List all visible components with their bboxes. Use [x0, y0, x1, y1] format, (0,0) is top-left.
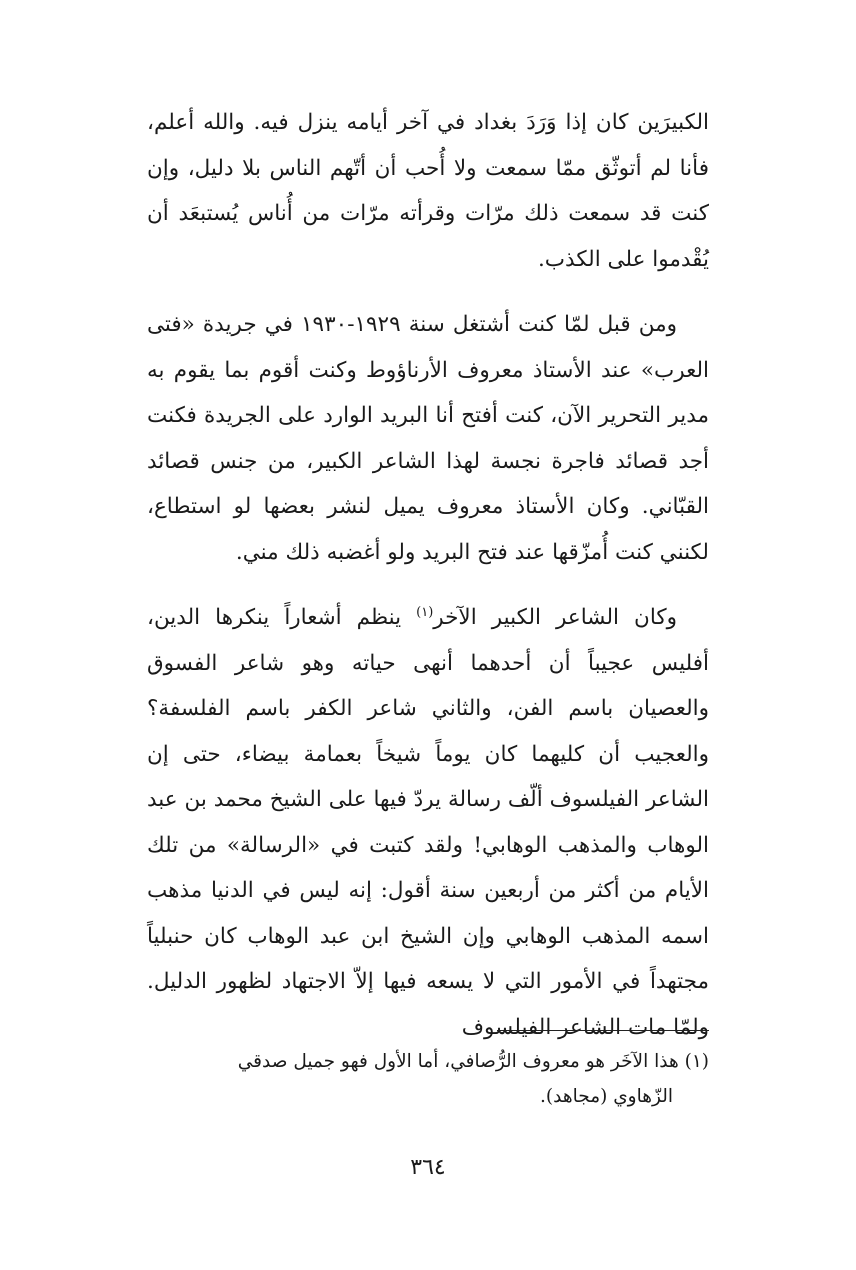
book-page	[147, 100, 709, 1270]
paragraph-3	[147, 595, 709, 1050]
footnote-line-1: (١) هذا الآخَر هو معروف الرُّصافي، أما الأول فهو جميل صدقي	[237, 1051, 709, 1072]
paragraph-1: الكبيرَين كان إذا وَرَدَ بغداد في آخر أيامه ينزل فيه. والله أعلم، فأنا لم أتوثّق ممّا سمعت ولا أُحب أن أتّهم الناس بلا دليل، وإن كنت قد سمعت ذلك مرّات وقرأته مرّات من أُناس يُستبعَد أن يُقْدموا على الكذب.	[147, 110, 709, 272]
footnote-divider	[497, 1030, 709, 1031]
footnote-reference: (١)	[416, 604, 434, 620]
paragraph-2: ومن قبل لمّا كنت أشتغل سنة ١٩٢٩-١٩٣٠ في جريدة «فتى العرب» عند الأستاذ معروف الأرناؤوط وكنت أقوم بما يقوم به مدير التحرير الآن، كنت أفتح أنا البريد الوارد على الجريدة فكنت أجد قصائد فاجرة نجسة لهذا الشاعر الكبير، من جنس قصائد القبّاني. وكان الأستاذ معروف يميل لنشر بعضها لو استطاع، لكنني كنت أُمزّقها عند فتح البريد ولو أغضبه ذلك مني.	[147, 312, 709, 565]
footnote-line-2: الزّهاوي (مجاهد).	[540, 1086, 673, 1107]
paragraph-3-start: وكان الشاعر الكبير الآخر	[433, 605, 678, 630]
paragraph-3-rest: ينظم أشعاراً ينكرها الدين، أفليس عجيباً أن أحدهما أنهى حياته وهو شاعر الفسوق والعصيان باسم الفن، والثاني شاعر الكفر باسم الفلسفة؟ والعجيب أن كليهما كان يوماً شيخاً بعمامة بيضاء، حتى إن الشاعر الفيلسوف ألّف رسالة يردّ فيها على الشيخ محمد بن عبد الوهاب والمذهب الوهابي! ولقد كتبت في «الرسالة» من تلك الأيام من أكثر من أربعين سنة أقول: إنه ليس في الدنيا مذهب اسمه المذهب الوهابي وإن الشيخ ابن عبد الوهاب كان حنبلياً مجتهداً في الأمور التي لا يسعه فيها إلاّ الاجتهاد لظهور الدليل. ولمّا مات الشاعر الفيلسوف	[147, 605, 709, 1040]
page-number: ٣٦٤	[410, 1155, 446, 1180]
footnote	[147, 1044, 709, 1114]
